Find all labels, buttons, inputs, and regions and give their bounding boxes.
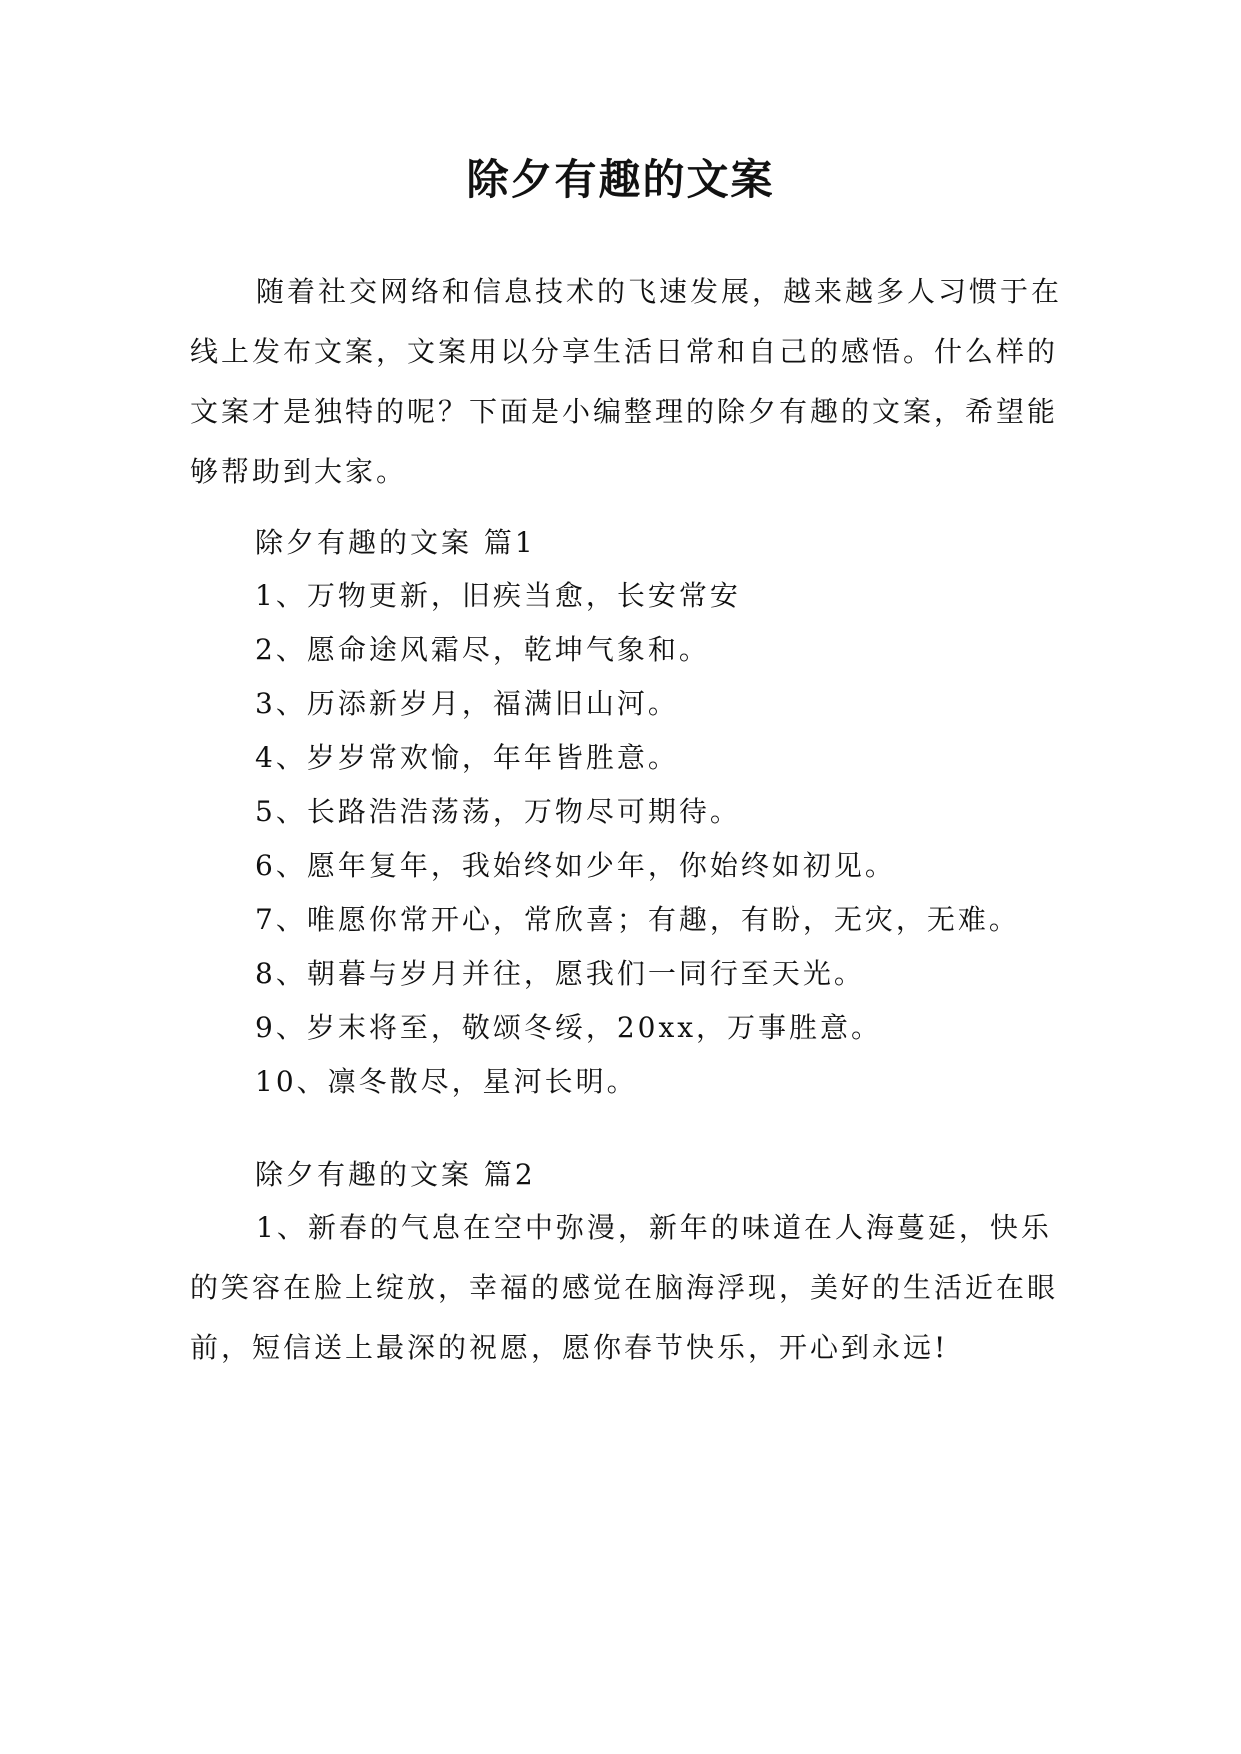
list-item: 4、岁岁常欢愉，年年皆胜意。 (255, 741, 679, 774)
list-item: 9、岁末将至，敬颂冬绥，20xx，万事胜意。 (255, 1011, 883, 1044)
document-title: 除夕有趣的文案 (466, 155, 775, 204)
list-item: 7、唯愿你常开心，常欣喜；有趣，有盼，无灾，无难。 (255, 903, 1020, 936)
intro-paragraph: 随着社交网络和信息技术的飞速发展，越来越多人习惯于在线上发布文案，文案用以分享生活日常和自己的感悟。什么样的文案才是独特的呢？下面是小编整理的除夕有趣的文案，希望能够帮助到大家。 (190, 275, 1063, 488)
list-item: 10、凛冬散尽，星河长明。 (255, 1065, 638, 1098)
list-item: 6、愿年复年，我始终如少年，你始终如初见。 (255, 849, 896, 882)
section2-heading: 除夕有趣的文案 篇2 (255, 1158, 536, 1191)
section2-paragraph: 1、新春的气息在空中弥漫，新年的味道在人海蔓延，快乐的笑容在脸上绽放，幸福的感觉在脑海浮现，美好的生活近在眼前，短信送上最深的祝愿，愿你春节快乐，开心到永远! (190, 1211, 1059, 1364)
section1-heading: 除夕有趣的文案 篇1 (255, 526, 536, 559)
list-item: 1、万物更新，旧疾当愈，长安常安 (255, 579, 741, 612)
list-item: 2、愿命途风霜尽，乾坤气象和。 (255, 633, 710, 666)
list-item: 3、历添新岁月，福满旧山河。 (255, 687, 679, 720)
list-item: 8、朝暮与岁月并往，愿我们一同行至天光。 (255, 957, 865, 990)
list-item: 5、长路浩浩荡荡，万物尽可期待。 (255, 795, 741, 828)
